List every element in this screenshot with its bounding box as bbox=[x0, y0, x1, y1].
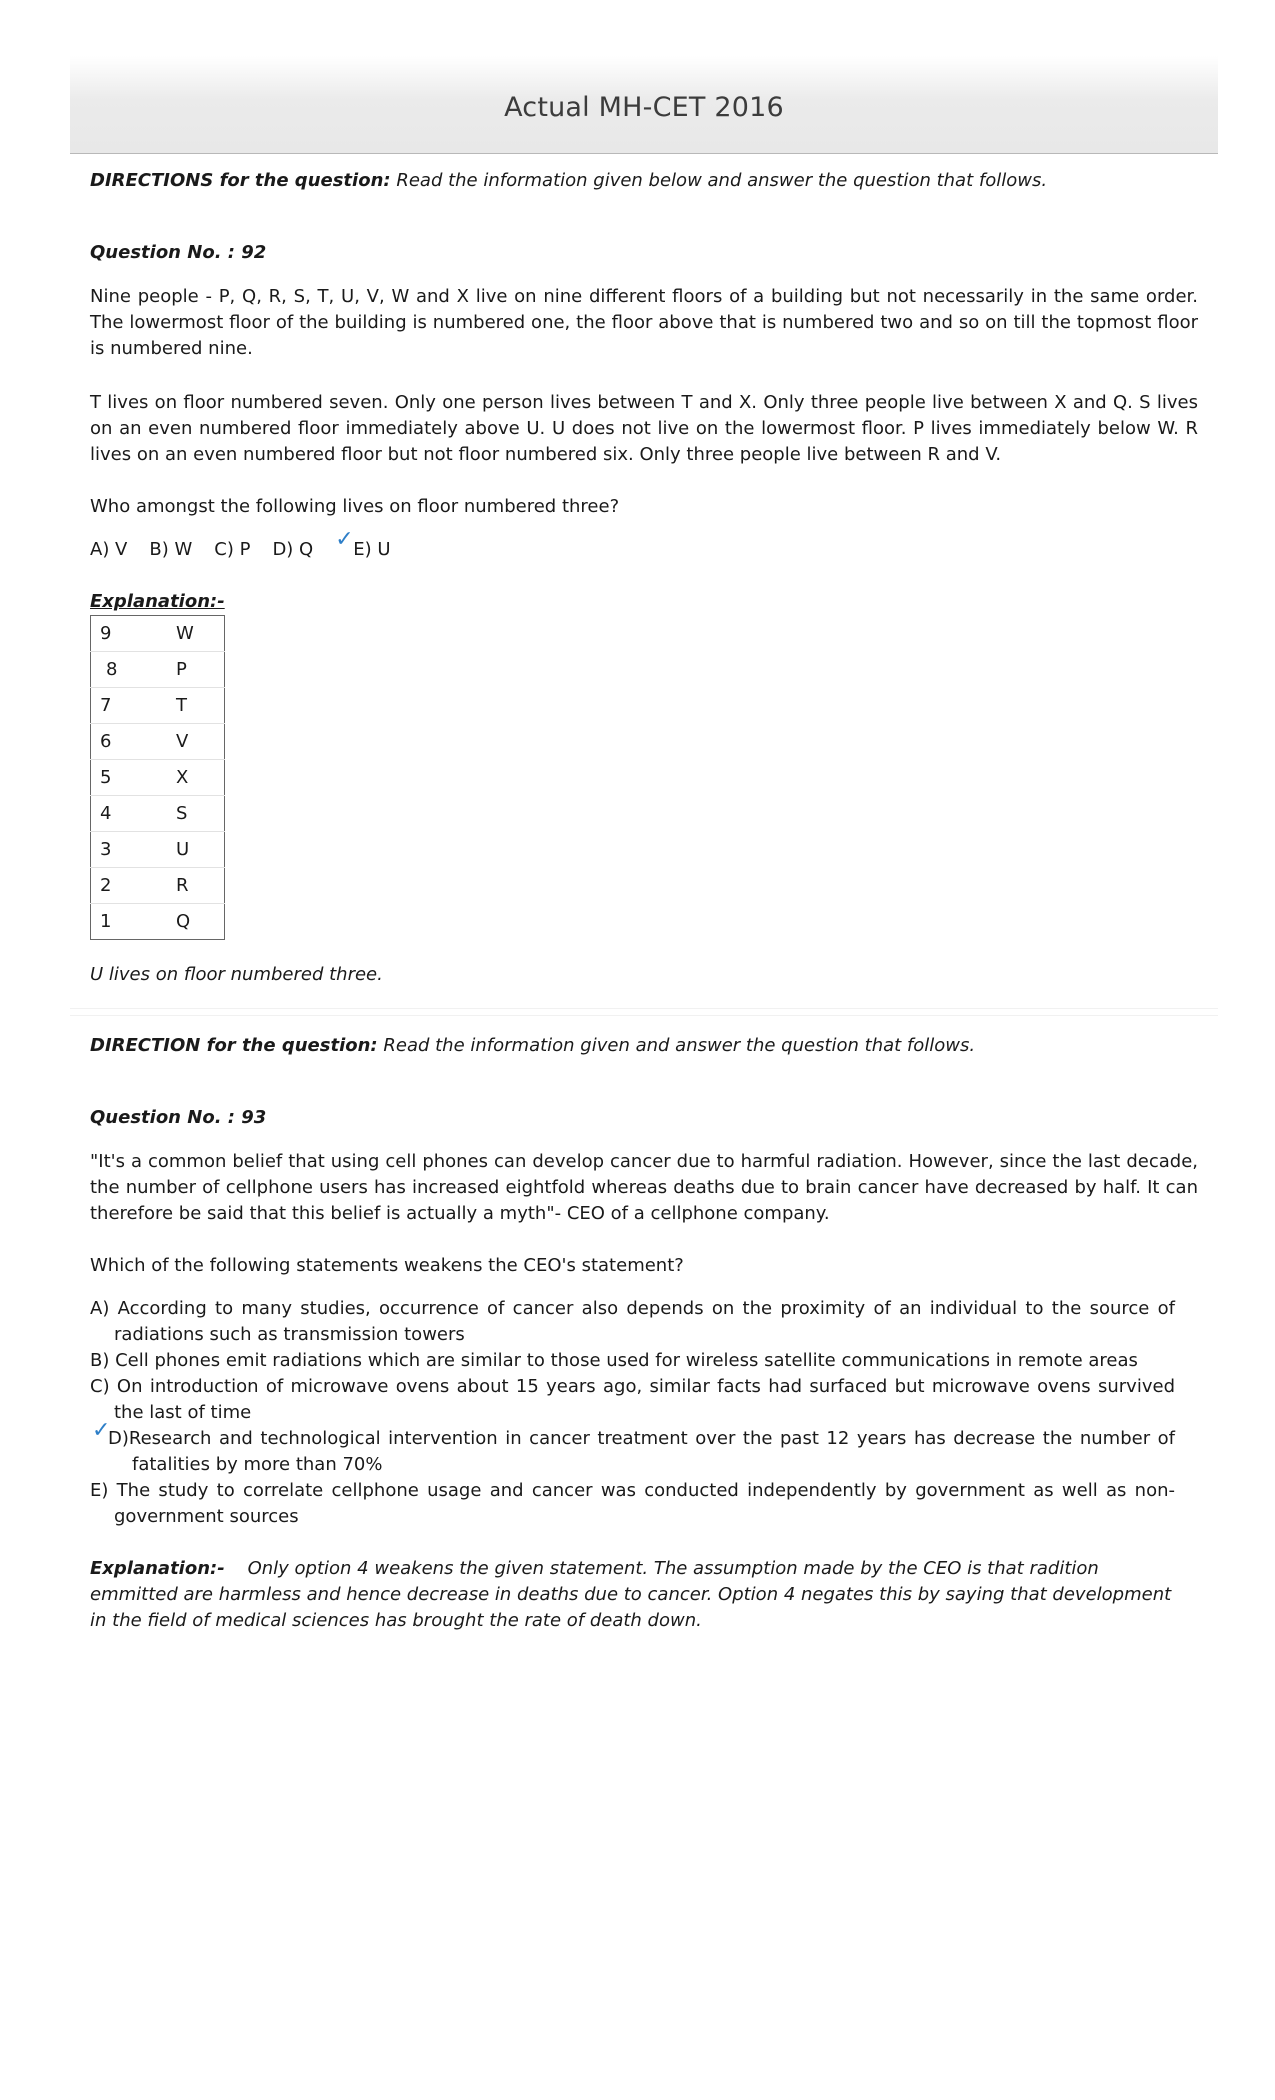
options-row bbox=[90, 527, 413, 563]
option-b: B) W bbox=[149, 539, 193, 560]
explanation-93 bbox=[90, 1556, 1175, 1634]
floor-cell: 4 bbox=[91, 796, 168, 832]
floor-cell: 3 bbox=[91, 832, 168, 868]
option-c: C) P bbox=[214, 539, 251, 560]
option-d-label: D)Research and technological intervention in cancer treatment over the past 12 years has decrease the number of fatalities by more than 70% bbox=[108, 1428, 1175, 1475]
table-row bbox=[91, 760, 225, 796]
options-list bbox=[90, 1296, 1175, 1530]
page-title: Actual MH-CET 2016 bbox=[504, 92, 784, 123]
person-cell: U bbox=[167, 832, 225, 868]
person-cell: T bbox=[167, 688, 225, 724]
direction-label: DIRECTION for the question: bbox=[90, 1035, 378, 1056]
question-number: Question No. : 92 bbox=[90, 242, 267, 263]
table-row bbox=[91, 868, 225, 904]
table-row bbox=[91, 832, 225, 868]
option-a: A) V bbox=[90, 539, 128, 560]
direction-93 bbox=[90, 1033, 975, 1059]
floor-cell: 7 bbox=[91, 688, 168, 724]
person-cell: Q bbox=[176, 910, 191, 932]
floor-cell: 8 bbox=[91, 652, 168, 688]
direction-label: DIRECTIONS for the question: bbox=[90, 170, 391, 191]
option-e-correct bbox=[335, 527, 391, 563]
explanation-label: Explanation:- bbox=[90, 1558, 225, 1579]
option-d-correct bbox=[90, 1418, 1175, 1478]
question-paragraph-1: Nine people - P, Q, R, S, T, U, V, W and X live on nine different floors of a building but not necessarily in the same order. The lowermost floor of the building is numbered one, the floor above that is numbered two and so on till the topmost floor is numbered nine. bbox=[90, 286, 1198, 359]
table-row bbox=[91, 796, 225, 832]
table-row bbox=[91, 724, 225, 760]
question-text: Who amongst the following lives on floor numbered three? bbox=[90, 496, 620, 517]
floor-cell: 2 bbox=[91, 868, 168, 904]
table-row bbox=[91, 652, 225, 688]
question-number: Question No. : 93 bbox=[90, 1107, 267, 1128]
floor-cell: 9 bbox=[91, 616, 168, 652]
table-row bbox=[91, 688, 225, 724]
page-header bbox=[70, 56, 1218, 154]
option-e-label: E) U bbox=[353, 539, 391, 560]
person-cell: S bbox=[167, 796, 225, 832]
question-paragraph-1: "It's a common belief that using cell phones can develop cancer due to harmful radiation. However, since the last decade, the number of cellphone users has increased eightfold whereas deaths due to brain cancer have decreased by half. It can therefore be said that this belief is actually a myth"- CEO of a cellphone company. bbox=[90, 1151, 1198, 1224]
floor-cell: 6 bbox=[91, 724, 168, 760]
explanation-label: Explanation:- bbox=[90, 591, 225, 612]
floor-cell: 1 bbox=[100, 910, 112, 932]
floor-table bbox=[90, 615, 225, 940]
person-cell: V bbox=[167, 724, 225, 760]
option-e: E) The study to correlate cellphone usage and cancer was conducted independently by government as well as non-government sources bbox=[90, 1480, 1175, 1527]
table-row bbox=[91, 904, 225, 940]
person-cell: P bbox=[167, 652, 225, 688]
question-text: Which of the following statements weakens the CEO's statement? bbox=[90, 1255, 684, 1276]
person-cell: W bbox=[167, 616, 225, 652]
direction-92 bbox=[90, 168, 1047, 194]
direction-text: Read the information given and answer the question that follows. bbox=[383, 1035, 976, 1056]
question-divider bbox=[70, 1008, 1218, 1016]
person-cell: R bbox=[167, 868, 225, 904]
floor-cell: 5 bbox=[91, 760, 168, 796]
option-d: D) Q bbox=[272, 539, 314, 560]
person-cell: X bbox=[167, 760, 225, 796]
checkmark-icon: ✓ bbox=[92, 1418, 111, 1443]
option-b: B) Cell phones emit radiations which are similar to those used for wireless satellite communications in remote areas bbox=[90, 1350, 1138, 1371]
explanation-text: Only option 4 weakens the given statement. The assumption made by the CEO is that radition emmitted are harmless and hence decrease in deaths due to cancer. Option 4 negates this by saying that development in the field of medical sciences has brought the rate of death down. bbox=[90, 1558, 1172, 1631]
question-paragraph-2: T lives on floor numbered seven. Only one person lives between T and X. Only three people live between X and Q. S lives on an even numbered floor immediately above U. U does not live on the lowermost floor. P lives immediately below W. R lives on an even numbered floor but not floor numbered six. Only three people live between R and V. bbox=[90, 392, 1198, 465]
table-row bbox=[91, 616, 225, 652]
checkmark-icon: ✓ bbox=[335, 527, 354, 552]
option-a: A) According to many studies, occurrence of cancer also depends on the proximity of an individual to the source of radiations such as transmission towers bbox=[90, 1298, 1175, 1345]
option-c: C) On introduction of microwave ovens about 15 years ago, similar facts had surfaced but microwave ovens survived the last of time bbox=[90, 1376, 1175, 1423]
answer-text: U lives on floor numbered three. bbox=[90, 964, 383, 985]
direction-text: Read the information given below and answer the question that follows. bbox=[396, 170, 1048, 191]
